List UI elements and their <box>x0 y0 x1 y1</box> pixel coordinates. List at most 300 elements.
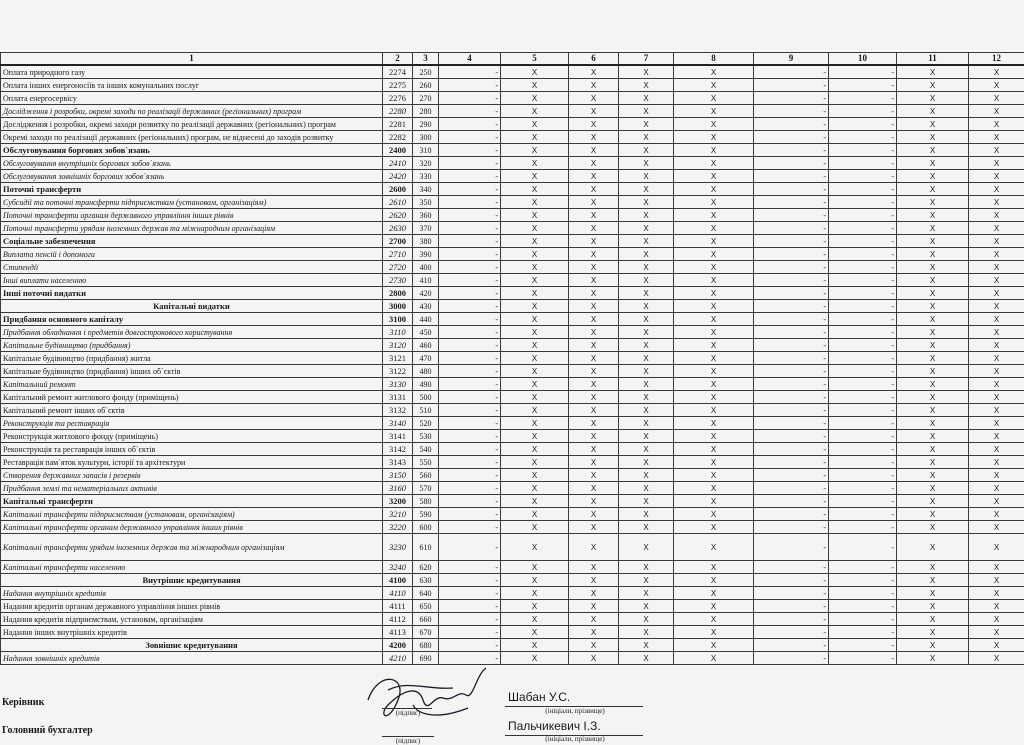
cell-col11: X <box>897 378 969 391</box>
row-number: 440 <box>413 313 439 326</box>
cell-col9: - <box>754 261 829 274</box>
cell-col9: - <box>754 534 829 561</box>
cell-col10: - <box>829 430 897 443</box>
cell-col7: X <box>619 561 674 574</box>
col-header-9: 9 <box>754 53 829 66</box>
cell-col7: X <box>619 65 674 79</box>
cell-col8: X <box>674 508 754 521</box>
cell-col4: - <box>439 339 501 352</box>
table-row <box>1 274 1024 287</box>
cell-col9: - <box>754 287 829 300</box>
cell-col7: X <box>619 652 674 665</box>
row-name: Капітальне будівництво (придбання) житла <box>1 352 383 365</box>
table-row <box>1 131 1024 144</box>
row-code: 3150 <box>383 469 413 482</box>
cell-col10: - <box>829 404 897 417</box>
cell-col5: X <box>501 378 569 391</box>
cell-col6: X <box>569 79 619 92</box>
col-header-8: 8 <box>674 53 754 66</box>
cell-col8: X <box>674 600 754 613</box>
table-row <box>1 443 1024 456</box>
row-number: 620 <box>413 561 439 574</box>
row-code: 3210 <box>383 508 413 521</box>
cell-col11: X <box>897 235 969 248</box>
cell-col8: X <box>674 521 754 534</box>
col-header-7: 7 <box>619 53 674 66</box>
cell-col5: X <box>501 183 569 196</box>
cell-col9: - <box>754 352 829 365</box>
row-name: Дослідження і розробки, окремі заходи по реалізації державних (регіональних) програм <box>1 105 383 118</box>
cell-col10: - <box>829 209 897 222</box>
cell-col4: - <box>439 469 501 482</box>
cell-col10: - <box>829 235 897 248</box>
cell-col6: X <box>569 287 619 300</box>
cell-col5: X <box>501 92 569 105</box>
cell-col12: X <box>969 561 1024 574</box>
cell-col12: X <box>969 443 1024 456</box>
cell-col9: - <box>754 65 829 79</box>
cell-col9: - <box>754 574 829 587</box>
cell-col10: - <box>829 391 897 404</box>
row-code: 4113 <box>383 626 413 639</box>
cell-col11: X <box>897 157 969 170</box>
cell-col8: X <box>674 196 754 209</box>
row-code: 4110 <box>383 587 413 600</box>
table-row <box>1 248 1024 261</box>
table-row <box>1 105 1024 118</box>
cell-col9: - <box>754 391 829 404</box>
table-row <box>1 482 1024 495</box>
cell-col6: X <box>569 613 619 626</box>
row-code: 2276 <box>383 92 413 105</box>
cell-col5: X <box>501 469 569 482</box>
row-number: 290 <box>413 118 439 131</box>
row-name: Виплата пенсій і допомоги <box>1 248 383 261</box>
row-number: 410 <box>413 274 439 287</box>
cell-col5: X <box>501 326 569 339</box>
cell-col11: X <box>897 79 969 92</box>
col-header-6: 6 <box>569 53 619 66</box>
cell-col10: - <box>829 274 897 287</box>
cell-col10: - <box>829 352 897 365</box>
cell-col8: X <box>674 561 754 574</box>
cell-col8: X <box>674 430 754 443</box>
row-code: 2410 <box>383 157 413 170</box>
table-row <box>1 574 1024 587</box>
cell-col5: X <box>501 587 569 600</box>
cell-col8: X <box>674 300 754 313</box>
row-code: 2400 <box>383 144 413 157</box>
cell-col10: - <box>829 600 897 613</box>
cell-col12: X <box>969 300 1024 313</box>
cell-col6: X <box>569 105 619 118</box>
accountant-sign-caption: (підпис) <box>384 737 432 745</box>
cell-col8: X <box>674 456 754 469</box>
cell-col7: X <box>619 235 674 248</box>
cell-col6: X <box>569 639 619 652</box>
row-name: Обслуговування внутрішніх боргових зобов`язань <box>1 157 383 170</box>
cell-col8: X <box>674 287 754 300</box>
row-code: 4100 <box>383 574 413 587</box>
cell-col5: X <box>501 313 569 326</box>
cell-col11: X <box>897 404 969 417</box>
row-number: 320 <box>413 157 439 170</box>
cell-col4: - <box>439 222 501 235</box>
table-row <box>1 209 1024 222</box>
cell-col4: - <box>439 326 501 339</box>
cell-col10: - <box>829 222 897 235</box>
cell-col8: X <box>674 365 754 378</box>
cell-col11: X <box>897 639 969 652</box>
cell-col9: - <box>754 118 829 131</box>
table-row <box>1 157 1024 170</box>
cell-col10: - <box>829 144 897 157</box>
table-row <box>1 495 1024 508</box>
table-row <box>1 365 1024 378</box>
row-name: Соціальне забезпечення <box>1 235 383 248</box>
cell-col12: X <box>969 391 1024 404</box>
cell-col8: X <box>674 209 754 222</box>
row-number: 610 <box>413 534 439 561</box>
row-number: 460 <box>413 339 439 352</box>
cell-col12: X <box>969 261 1024 274</box>
cell-col5: X <box>501 65 569 79</box>
column-header-row <box>1 53 1024 66</box>
cell-col11: X <box>897 65 969 79</box>
cell-col10: - <box>829 105 897 118</box>
cell-col8: X <box>674 534 754 561</box>
cell-col4: - <box>439 79 501 92</box>
cell-col7: X <box>619 469 674 482</box>
cell-col10: - <box>829 443 897 456</box>
row-number: 300 <box>413 131 439 144</box>
row-name: Внутрішнє кредитування <box>1 574 383 587</box>
cell-col12: X <box>969 482 1024 495</box>
table-body <box>1 53 1024 665</box>
cell-col11: X <box>897 430 969 443</box>
row-number: 390 <box>413 248 439 261</box>
table-row <box>1 326 1024 339</box>
cell-col5: X <box>501 626 569 639</box>
cell-col5: X <box>501 521 569 534</box>
row-name: Реконструкція та реставрація <box>1 417 383 430</box>
cell-col11: X <box>897 417 969 430</box>
cell-col4: - <box>439 313 501 326</box>
row-name: Обслуговування боргових зобов`язань <box>1 144 383 157</box>
cell-col4: - <box>439 456 501 469</box>
cell-col11: X <box>897 339 969 352</box>
cell-col7: X <box>619 352 674 365</box>
cell-col11: X <box>897 574 969 587</box>
row-name: Придбання обладнання і предметів довгострокового користування <box>1 326 383 339</box>
row-name: Капітальне будівництво (придбання) <box>1 339 383 352</box>
cell-col8: X <box>674 92 754 105</box>
cell-col11: X <box>897 365 969 378</box>
cell-col6: X <box>569 261 619 274</box>
cell-col12: X <box>969 639 1024 652</box>
cell-col5: X <box>501 365 569 378</box>
cell-col4: - <box>439 65 501 79</box>
row-name: Капітальні трансферти урядам іноземних держав та міжнародним організаціям <box>1 534 383 561</box>
cell-col5: X <box>501 639 569 652</box>
table-row <box>1 65 1024 79</box>
row-name: Поточні трансферти урядам іноземних держав та міжнародним організаціям <box>1 222 383 235</box>
cell-col6: X <box>569 626 619 639</box>
table-row <box>1 613 1024 626</box>
cell-col9: - <box>754 209 829 222</box>
cell-col12: X <box>969 222 1024 235</box>
cell-col10: - <box>829 574 897 587</box>
cell-col6: X <box>569 417 619 430</box>
head-sign-caption: (підпис) <box>384 709 432 717</box>
cell-col6: X <box>569 365 619 378</box>
cell-col8: X <box>674 443 754 456</box>
cell-col4: - <box>439 209 501 222</box>
row-name: Капітальні трансферти населенню <box>1 561 383 574</box>
cell-col12: X <box>969 521 1024 534</box>
cell-col12: X <box>969 248 1024 261</box>
cell-col5: X <box>501 118 569 131</box>
cell-col7: X <box>619 456 674 469</box>
cell-col4: - <box>439 430 501 443</box>
cell-col9: - <box>754 339 829 352</box>
cell-col8: X <box>674 118 754 131</box>
cell-col8: X <box>674 352 754 365</box>
cell-col6: X <box>569 326 619 339</box>
cell-col11: X <box>897 326 969 339</box>
row-code: 2620 <box>383 209 413 222</box>
row-name: Капітальні трансферти підприємствам (установам, організаціям) <box>1 508 383 521</box>
cell-col10: - <box>829 300 897 313</box>
accountant-label: Головний бухгалтер <box>2 725 93 736</box>
cell-col12: X <box>969 430 1024 443</box>
row-number: 350 <box>413 196 439 209</box>
cell-col11: X <box>897 300 969 313</box>
cell-col8: X <box>674 613 754 626</box>
cell-col9: - <box>754 495 829 508</box>
cell-col5: X <box>501 157 569 170</box>
cell-col8: X <box>674 495 754 508</box>
cell-col5: X <box>501 430 569 443</box>
cell-col4: - <box>439 300 501 313</box>
row-name: Окремі заходи по реалізації державних (регіональних) програм, не віднесені до заходів розвитку <box>1 131 383 144</box>
row-code: 3220 <box>383 521 413 534</box>
cell-col9: - <box>754 639 829 652</box>
cell-col12: X <box>969 574 1024 587</box>
cell-col5: X <box>501 144 569 157</box>
cell-col11: X <box>897 274 969 287</box>
cell-col11: X <box>897 209 969 222</box>
cell-col4: - <box>439 365 501 378</box>
col-header-4: 4 <box>439 53 501 66</box>
row-number: 260 <box>413 79 439 92</box>
cell-col5: X <box>501 482 569 495</box>
cell-col4: - <box>439 183 501 196</box>
cell-col9: - <box>754 248 829 261</box>
table-row <box>1 652 1024 665</box>
row-name: Дослідження і розробки, окремі заходи розвитку по реалізації державних (регіональних) програм <box>1 118 383 131</box>
cell-col6: X <box>569 235 619 248</box>
accountant-name: Пальчикевич І.З. <box>508 719 601 733</box>
cell-col10: - <box>829 170 897 183</box>
cell-col11: X <box>897 144 969 157</box>
cell-col9: - <box>754 587 829 600</box>
table-row <box>1 587 1024 600</box>
cell-col12: X <box>969 235 1024 248</box>
row-code: 3000 <box>383 300 413 313</box>
cell-col12: X <box>969 326 1024 339</box>
row-number: 330 <box>413 170 439 183</box>
col-header-5: 5 <box>501 53 569 66</box>
cell-col12: X <box>969 404 1024 417</box>
cell-col7: X <box>619 587 674 600</box>
row-code: 2274 <box>383 65 413 79</box>
expenditure-table <box>0 52 1024 665</box>
cell-col5: X <box>501 339 569 352</box>
table-row <box>1 261 1024 274</box>
cell-col10: - <box>829 157 897 170</box>
row-code: 2281 <box>383 118 413 131</box>
col-header-2: 2 <box>383 53 413 66</box>
row-number: 420 <box>413 287 439 300</box>
table-row <box>1 235 1024 248</box>
cell-col4: - <box>439 626 501 639</box>
cell-col12: X <box>969 587 1024 600</box>
cell-col9: - <box>754 613 829 626</box>
cell-col5: X <box>501 235 569 248</box>
table-row <box>1 144 1024 157</box>
cell-col4: - <box>439 443 501 456</box>
cell-col8: X <box>674 313 754 326</box>
cell-col12: X <box>969 209 1024 222</box>
cell-col5: X <box>501 300 569 313</box>
cell-col7: X <box>619 639 674 652</box>
cell-col8: X <box>674 482 754 495</box>
row-number: 500 <box>413 391 439 404</box>
row-name: Стипендії <box>1 261 383 274</box>
row-code: 4111 <box>383 600 413 613</box>
head-name: Шабан У.С. <box>508 690 570 704</box>
cell-col12: X <box>969 469 1024 482</box>
table-row <box>1 534 1024 561</box>
cell-col4: - <box>439 170 501 183</box>
row-number: 560 <box>413 469 439 482</box>
cell-col10: - <box>829 378 897 391</box>
cell-col11: X <box>897 248 969 261</box>
cell-col7: X <box>619 417 674 430</box>
cell-col6: X <box>569 404 619 417</box>
row-name: Оплата енергосервісу <box>1 92 383 105</box>
cell-col9: - <box>754 235 829 248</box>
cell-col7: X <box>619 443 674 456</box>
cell-col6: X <box>569 274 619 287</box>
cell-col6: X <box>569 131 619 144</box>
cell-col6: X <box>569 300 619 313</box>
cell-col4: - <box>439 561 501 574</box>
row-name: Капітальний ремонт інших об`єктів <box>1 404 383 417</box>
row-name: Надання зовнішніх кредитів <box>1 652 383 665</box>
cell-col6: X <box>569 574 619 587</box>
row-code: 2710 <box>383 248 413 261</box>
cell-col5: X <box>501 274 569 287</box>
row-name: Субсидії та поточні трансферти підприємствам (установам, організаціям) <box>1 196 383 209</box>
row-code: 3121 <box>383 352 413 365</box>
cell-col5: X <box>501 652 569 665</box>
cell-col10: - <box>829 183 897 196</box>
cell-col9: - <box>754 626 829 639</box>
cell-col8: X <box>674 261 754 274</box>
row-number: 490 <box>413 378 439 391</box>
cell-col4: - <box>439 144 501 157</box>
row-code: 2420 <box>383 170 413 183</box>
row-code: 2700 <box>383 235 413 248</box>
cell-col7: X <box>619 365 674 378</box>
row-code: 3143 <box>383 456 413 469</box>
cell-col10: - <box>829 495 897 508</box>
table-row <box>1 287 1024 300</box>
table-row <box>1 626 1024 639</box>
cell-col9: - <box>754 183 829 196</box>
row-number: 400 <box>413 261 439 274</box>
cell-col7: X <box>619 521 674 534</box>
cell-col11: X <box>897 170 969 183</box>
cell-col6: X <box>569 352 619 365</box>
row-number: 340 <box>413 183 439 196</box>
row-number: 630 <box>413 574 439 587</box>
table-row <box>1 300 1024 313</box>
row-number: 600 <box>413 521 439 534</box>
cell-col7: X <box>619 378 674 391</box>
cell-col10: - <box>829 469 897 482</box>
cell-col7: X <box>619 534 674 561</box>
row-name: Поточні трансферти <box>1 183 383 196</box>
cell-col11: X <box>897 456 969 469</box>
cell-col7: X <box>619 404 674 417</box>
cell-col10: - <box>829 508 897 521</box>
row-number: 280 <box>413 105 439 118</box>
cell-col10: - <box>829 626 897 639</box>
cell-col8: X <box>674 574 754 587</box>
cell-col12: X <box>969 131 1024 144</box>
cell-col10: - <box>829 313 897 326</box>
cell-col7: X <box>619 144 674 157</box>
cell-col10: - <box>829 613 897 626</box>
table-row <box>1 521 1024 534</box>
cell-col4: - <box>439 118 501 131</box>
cell-col10: - <box>829 261 897 274</box>
cell-col12: X <box>969 365 1024 378</box>
cell-col7: X <box>619 183 674 196</box>
cell-col12: X <box>969 274 1024 287</box>
cell-col10: - <box>829 365 897 378</box>
cell-col12: X <box>969 378 1024 391</box>
cell-col11: X <box>897 196 969 209</box>
cell-col7: X <box>619 248 674 261</box>
cell-col7: X <box>619 196 674 209</box>
cell-col7: X <box>619 613 674 626</box>
cell-col8: X <box>674 417 754 430</box>
cell-col8: X <box>674 79 754 92</box>
row-code: 2275 <box>383 79 413 92</box>
cell-col10: - <box>829 65 897 79</box>
row-code: 4210 <box>383 652 413 665</box>
table-row <box>1 118 1024 131</box>
cell-col7: X <box>619 626 674 639</box>
cell-col9: - <box>754 79 829 92</box>
cell-col5: X <box>501 456 569 469</box>
cell-col9: - <box>754 196 829 209</box>
cell-col5: X <box>501 495 569 508</box>
